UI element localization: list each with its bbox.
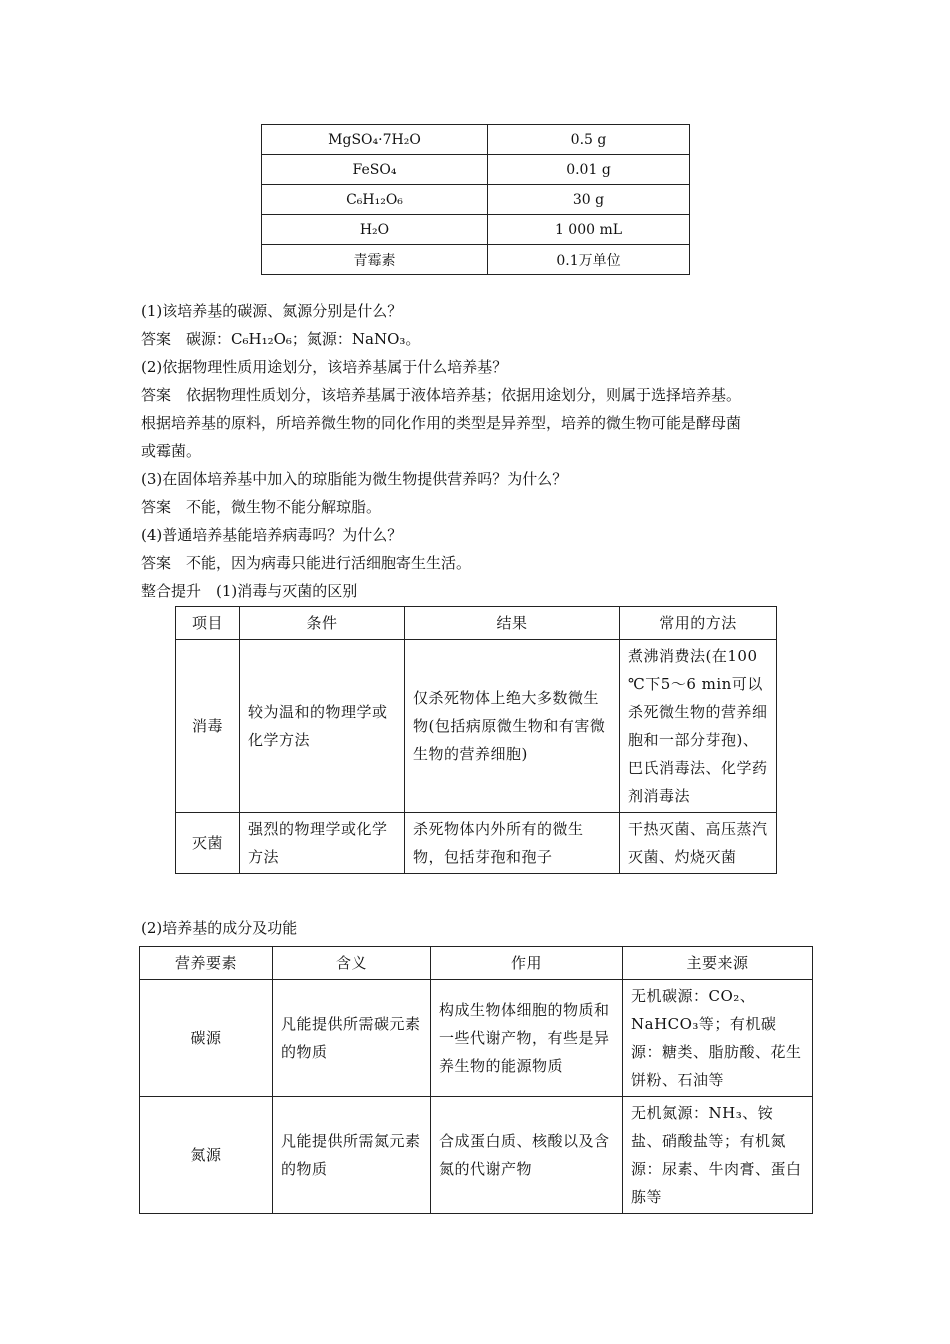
table-cell: 1 000 mL [488, 215, 690, 245]
disinfection-sterilization-table [175, 606, 777, 874]
column-header: 项目 [176, 607, 240, 640]
section-2-title: (2)培养基的成分及功能 [141, 919, 298, 937]
answer-2-line-2: 根据培养基的原料，所培养微生物的同化作用的类型是异养型，培养的微生物可能是酵母菌 [141, 414, 742, 432]
table-cell: 构成生物体细胞的物质和一些代谢产物，有些是异养生物的能源物质 [431, 980, 623, 1097]
table-row [140, 1097, 813, 1214]
table-cell: 合成蛋白质、核酸以及含氮的代谢产物 [431, 1097, 623, 1214]
answer-4: 答案 不能，因为病毒只能进行活细胞寄生生活。 [141, 554, 472, 572]
table-header-row [176, 607, 777, 640]
table-cell: 青霉素 [262, 245, 488, 275]
table-row [176, 813, 777, 874]
table-cell: 凡能提供所需氮元素的物质 [273, 1097, 431, 1214]
table-row [262, 245, 690, 275]
table-cell: 凡能提供所需碳元素的物质 [273, 980, 431, 1097]
question-1: (1)该培养基的碳源、氮源分别是什么？ [141, 302, 403, 320]
table-cell: 干热灭菌、高压蒸汽灭菌、灼烧灭菌 [620, 813, 777, 874]
table-cell: 较为温和的物理学或化学方法 [240, 640, 405, 813]
answer-3: 答案 不能，微生物不能分解琼脂。 [141, 498, 382, 516]
column-header: 含义 [273, 947, 431, 980]
column-header: 常用的方法 [620, 607, 777, 640]
table-row [262, 185, 690, 215]
table-row [176, 640, 777, 813]
table-row [262, 125, 690, 155]
table-cell: 碳源 [140, 980, 273, 1097]
column-header: 条件 [240, 607, 405, 640]
table-header-row [140, 947, 813, 980]
question-2: (2)依据物理性质用途划分，该培养基属于什么培养基？ [141, 358, 508, 376]
column-header: 营养要素 [140, 947, 273, 980]
question-3: (3)在固体培养基中加入的琼脂能为微生物提供营养吗？为什么？ [141, 470, 568, 488]
question-4: (4)普通培养基能培养病毒吗？为什么？ [141, 526, 403, 544]
table-cell: 0.1万单位 [488, 245, 690, 275]
table-cell: 煮沸消费法(在100 ℃下5～6 min可以杀死微生物的营养细胞和一部分芽孢)、巴氏消毒法、化学药剂消毒法 [620, 640, 777, 813]
table-row [262, 155, 690, 185]
table-cell: 无机氮源：NH₃、铵盐、硝酸盐等；有机氮源：尿素、牛肉膏、蛋白胨等 [623, 1097, 813, 1214]
table-cell: 灭菌 [176, 813, 240, 874]
table-cell: 0.5 g [488, 125, 690, 155]
qa-section [141, 297, 821, 605]
table-cell: 杀死物体内外所有的微生物，包括芽孢和孢子 [405, 813, 620, 874]
table-cell: 30 g [488, 185, 690, 215]
column-header: 主要来源 [623, 947, 813, 980]
table-cell: C₆H₁₂O₆ [262, 185, 488, 215]
table-cell: FeSO₄ [262, 155, 488, 185]
table-cell: H₂O [262, 215, 488, 245]
column-header: 作用 [431, 947, 623, 980]
table-cell: 仅杀死物体上绝大多数微生物(包括病原微生物和有害微生物的营养细胞) [405, 640, 620, 813]
answer-2-line-3: 或霉菌。 [141, 442, 202, 460]
medium-components-table [139, 946, 813, 1214]
table-cell: 强烈的物理学或化学方法 [240, 813, 405, 874]
table-cell: 无机碳源：CO₂、NaHCO₃等；有机碳源：糖类、脂肪酸、花生饼粉、石油等 [623, 980, 813, 1097]
table-cell: 0.01 g [488, 155, 690, 185]
summary-heading: 整合提升 (1)消毒与灭菌的区别 [141, 582, 358, 600]
table-cell: MgSO₄·7H₂O [262, 125, 488, 155]
answer-2-line-1: 答案 依据物理性质划分，该培养基属于液体培养基；依据用途划分，则属于选择培养基。 [141, 386, 742, 404]
answer-1: 答案 碳源：C₆H₁₂O₆；氮源：NaNO₃。 [141, 330, 421, 348]
medium-composition-table [261, 124, 690, 275]
table-row [262, 215, 690, 245]
table-cell: 消毒 [176, 640, 240, 813]
table-cell: 氮源 [140, 1097, 273, 1214]
column-header: 结果 [405, 607, 620, 640]
table-row [140, 980, 813, 1097]
